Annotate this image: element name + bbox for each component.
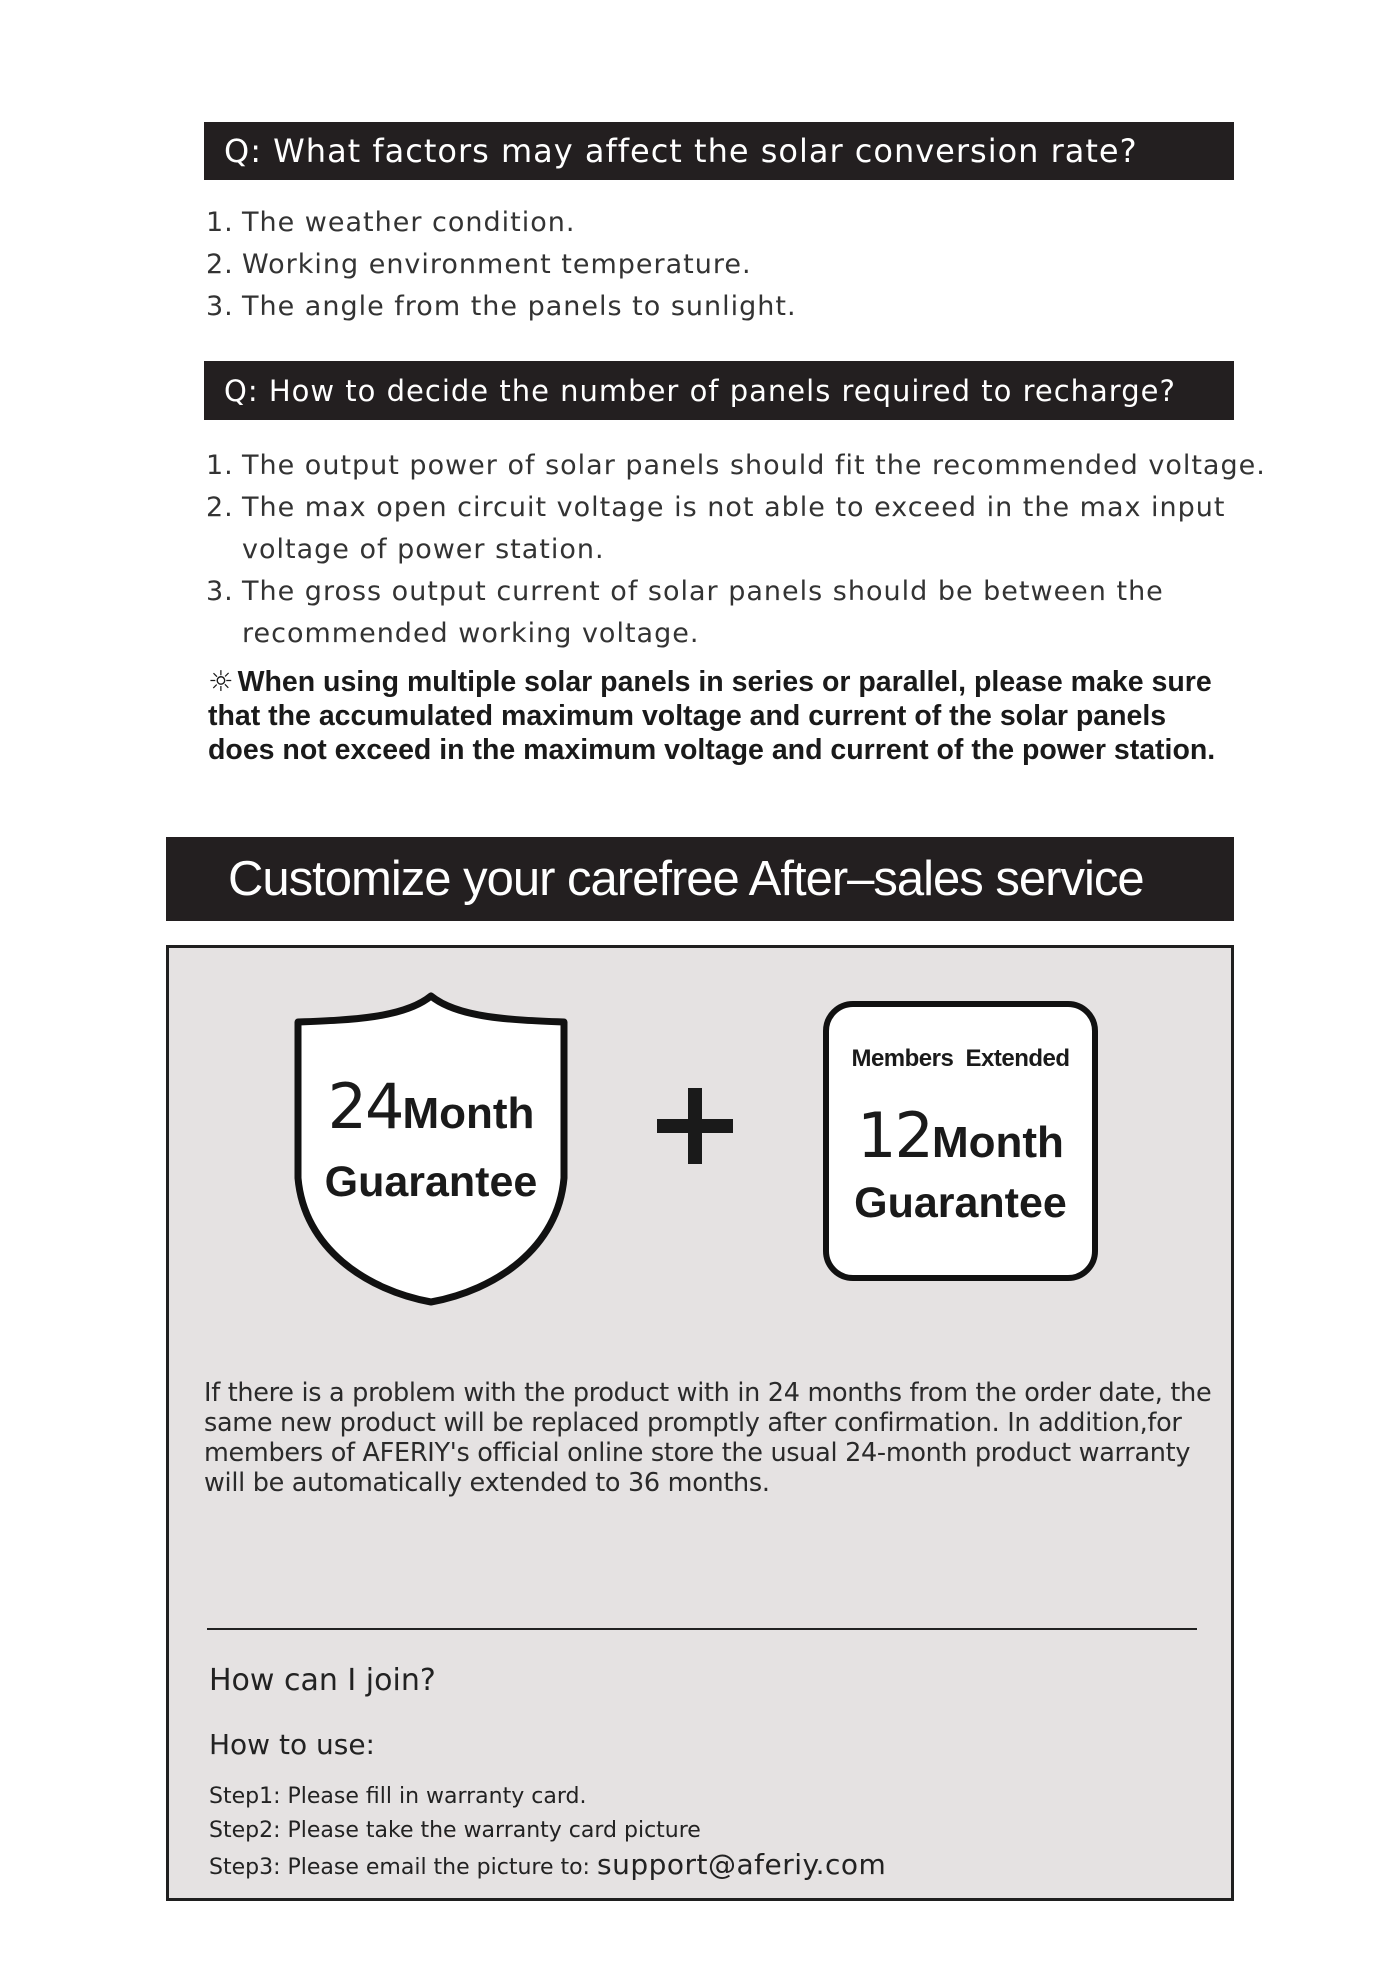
banner-title: Customize your carefree After–sales service bbox=[228, 852, 1144, 906]
faq-question-1-text: Q: What factors may affect the solar conversion rate? bbox=[224, 132, 1138, 170]
faq-answers-1 bbox=[206, 202, 797, 328]
support-email-link[interactable]: support@aferiy.com bbox=[596, 1848, 887, 1881]
sun-icon: ☼ bbox=[208, 665, 234, 698]
join-heading: How can I join? bbox=[209, 1663, 436, 1698]
warning-note bbox=[208, 665, 1218, 767]
after-sales-banner bbox=[166, 837, 1234, 921]
steps-list bbox=[209, 1780, 886, 1882]
warranty-panel bbox=[166, 945, 1234, 1901]
shield-guarantee: Guarantee bbox=[324, 1158, 538, 1206]
faq-answers-2 bbox=[206, 445, 1266, 655]
list-item: 3. The angle from the panels to sunlight. bbox=[206, 291, 797, 322]
howto-heading: How to use: bbox=[209, 1728, 375, 1761]
shield-month: 24Month bbox=[327, 1070, 535, 1143]
card-month: 12Month bbox=[857, 1099, 1064, 1172]
list-item: 2. The max open circuit voltage is not able to exceed in the max input bbox=[206, 492, 1226, 523]
step-item: Step2: Please take the warranty card picture bbox=[209, 1818, 701, 1843]
list-item-continuation: recommended working voltage. bbox=[242, 618, 700, 649]
warning-note-text: When using multiple solar panels in series or parallel, please make sure that the accumulated maximum voltage and current of the solar panels does not exceed in the maximum voltage and current of the power station. bbox=[208, 666, 1216, 766]
faq-question-2-text: Q: How to decide the number of panels required to recharge? bbox=[224, 373, 1176, 408]
list-item: 2. Working environment temperature. bbox=[206, 249, 752, 280]
divider bbox=[207, 1628, 1197, 1630]
card-guarantee: Guarantee bbox=[854, 1179, 1067, 1227]
step-item bbox=[209, 1848, 886, 1882]
faq-question-1 bbox=[204, 122, 1234, 180]
step-item: Step1: Please fill in warranty card. bbox=[209, 1784, 587, 1809]
shield-icon bbox=[286, 988, 576, 1308]
member-card-badge bbox=[823, 1001, 1098, 1281]
list-item: 3. The gross output current of solar panels should be between the bbox=[206, 576, 1164, 607]
warranty-description: If there is a problem with the product with in 24 months from the order date, the same new product will be replaced promptly after confirmation. In addition,for members of AFERIY's official online store the usual 24-month product warranty will be automatically extended to 36 months. bbox=[204, 1378, 1212, 1498]
step-text: Step3: Please email the picture to: bbox=[209, 1855, 590, 1880]
list-item: 1. The output power of solar panels should fit the recommended voltage. bbox=[206, 450, 1266, 481]
shield-badge bbox=[286, 988, 576, 1308]
card-header: Members Extended bbox=[851, 1045, 1070, 1072]
plus-icon bbox=[657, 1088, 733, 1164]
list-item: 1. The weather condition. bbox=[206, 207, 576, 238]
faq-question-2 bbox=[204, 361, 1234, 420]
list-item-continuation: voltage of power station. bbox=[242, 534, 605, 565]
